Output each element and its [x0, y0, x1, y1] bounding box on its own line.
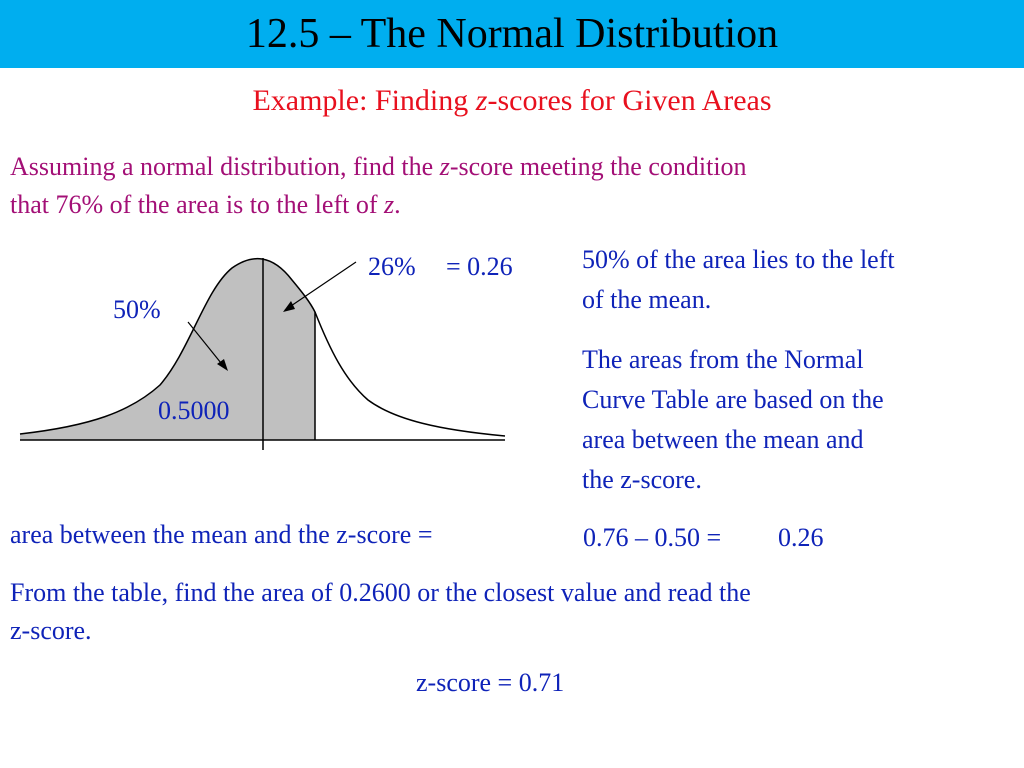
note2-line-2: Curve Table are based on the: [582, 385, 884, 414]
subtitle-prefix: Example: Finding: [252, 84, 476, 117]
calc-left: area between the mean and the z-score =: [10, 520, 433, 549]
label-0-5000: 0.5000: [158, 396, 230, 425]
subtitle-suffix: -scores for Given Areas: [487, 84, 772, 117]
problem-line1-italic: z: [439, 152, 450, 181]
note2-line-3: area between the mean and: [582, 425, 864, 454]
problem-statement: [10, 148, 747, 224]
note1-line-1: 50% of the area lies to the left: [582, 245, 895, 274]
problem-line1-prefix: Assuming a normal distribution, find the: [10, 152, 440, 181]
note-table: [582, 340, 884, 500]
instruction: [10, 574, 751, 650]
calc-middle: 0.76 – 0.50 =: [583, 523, 722, 552]
title-bar: [0, 0, 1024, 68]
label-50-percent: 50%: [113, 295, 161, 324]
problem-line2-italic: z: [383, 190, 395, 219]
note1-line-2: of the mean.: [582, 285, 712, 314]
answer: z-score = 0.71: [416, 668, 565, 697]
subtitle-italic-z: z: [475, 84, 488, 117]
problem-line-2: [10, 186, 747, 224]
instruction-line-2: z-score.: [10, 616, 92, 645]
label-0-26: = 0.26: [446, 252, 513, 281]
label-26-percent: 26%: [368, 252, 416, 281]
instruction-line-1: From the table, find the area of 0.2600 or the closest value and read the: [10, 578, 751, 607]
problem-line2-suffix: .: [394, 190, 401, 219]
note-mean: [582, 240, 895, 320]
note2-line-1: The areas from the Normal: [582, 345, 864, 374]
problem-line2-prefix: that 76% of the area is to the left of: [10, 190, 384, 219]
calc-result: 0.26: [778, 523, 824, 552]
problem-line1-suffix: -score meeting the condition: [449, 152, 747, 181]
slide-title: 12.5 – The Normal Distribution: [245, 11, 779, 57]
problem-line-1: [10, 148, 747, 186]
example-subtitle: [0, 84, 1024, 118]
note2-line-4: the z-score.: [582, 465, 702, 494]
